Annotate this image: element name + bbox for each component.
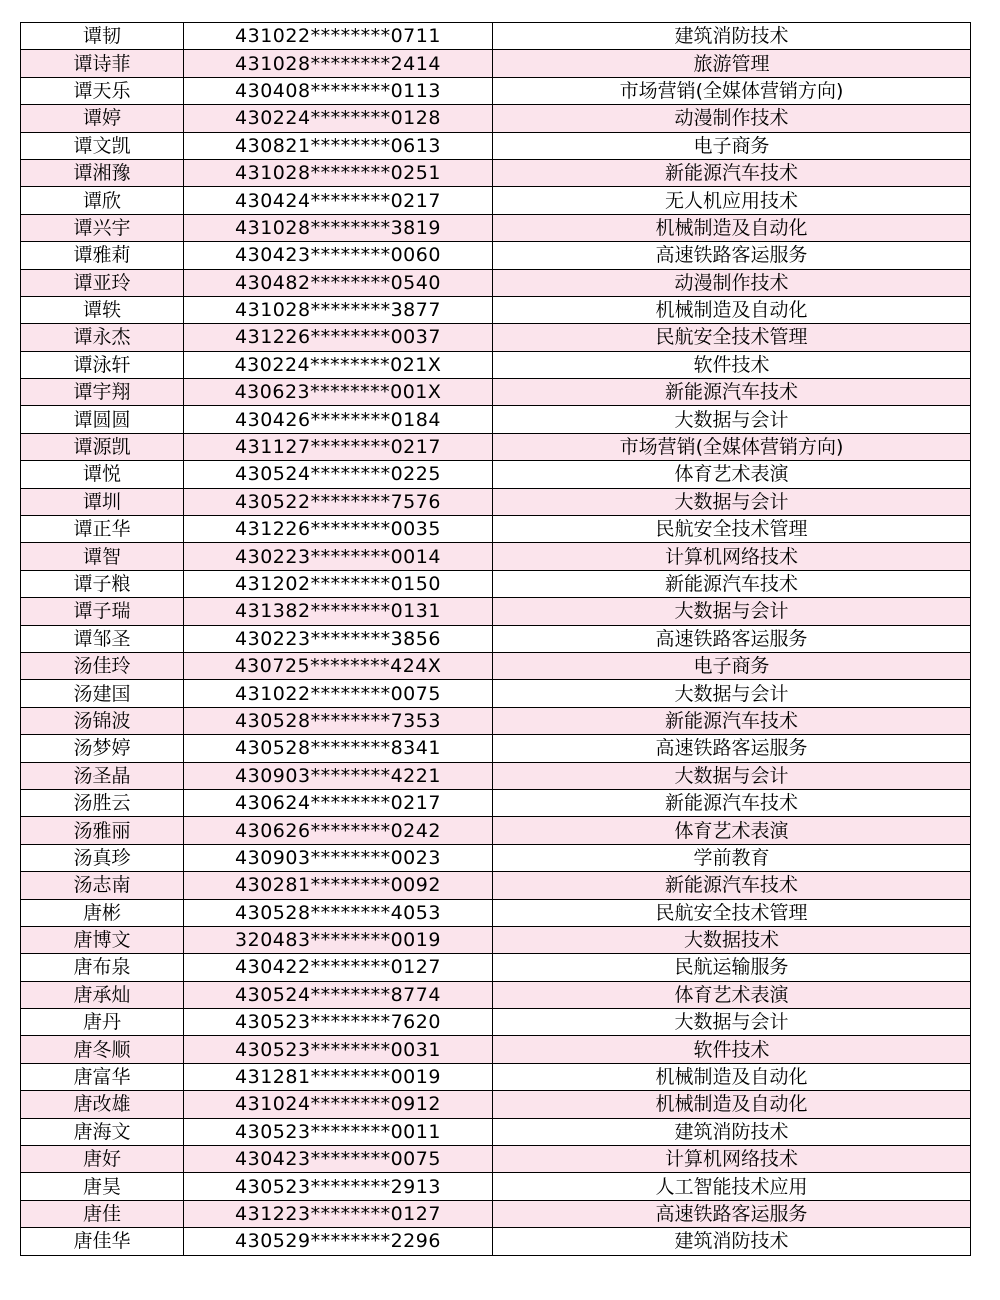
table-row bbox=[21, 1036, 971, 1063]
major-cell: 大数据与会计 bbox=[493, 406, 971, 433]
id-number-cell: 431223********0127 bbox=[184, 1200, 493, 1227]
student-name-cell: 汤胜云 bbox=[21, 789, 184, 816]
major-cell: 民航安全技术管理 bbox=[493, 899, 971, 926]
major-cell: 电子商务 bbox=[493, 132, 971, 159]
id-number-cell: 430523********2913 bbox=[184, 1173, 493, 1200]
student-name-cell: 谭子粮 bbox=[21, 570, 184, 597]
major-cell: 新能源汽车技术 bbox=[493, 872, 971, 899]
student-name-cell: 汤梦婷 bbox=[21, 735, 184, 762]
major-cell: 建筑消防技术 bbox=[493, 1228, 971, 1255]
table-row bbox=[21, 132, 971, 159]
table-row bbox=[21, 516, 971, 543]
major-cell: 软件技术 bbox=[493, 1036, 971, 1063]
table-row bbox=[21, 242, 971, 269]
id-number-cell: 430482********0540 bbox=[184, 269, 493, 296]
major-cell: 大数据技术 bbox=[493, 926, 971, 953]
id-number-cell: 430223********3856 bbox=[184, 625, 493, 652]
table-row bbox=[21, 269, 971, 296]
id-number-cell: 320483********0019 bbox=[184, 926, 493, 953]
major-cell: 高速铁路客运服务 bbox=[493, 1200, 971, 1227]
major-cell: 大数据与会计 bbox=[493, 680, 971, 707]
student-name-cell: 汤锦波 bbox=[21, 707, 184, 734]
student-name-cell: 汤志南 bbox=[21, 872, 184, 899]
student-name-cell: 谭圳 bbox=[21, 488, 184, 515]
student-name-cell: 汤建国 bbox=[21, 680, 184, 707]
id-number-cell: 431028********3819 bbox=[184, 214, 493, 241]
major-cell: 体育艺术表演 bbox=[493, 461, 971, 488]
student-name-cell: 汤雅丽 bbox=[21, 817, 184, 844]
major-cell: 市场营销(全媒体营销方向) bbox=[493, 433, 971, 460]
student-name-cell: 唐佳华 bbox=[21, 1228, 184, 1255]
student-name-cell: 谭天乐 bbox=[21, 77, 184, 104]
major-cell: 无人机应用技术 bbox=[493, 187, 971, 214]
major-cell: 大数据与会计 bbox=[493, 598, 971, 625]
student-name-cell: 谭子瑞 bbox=[21, 598, 184, 625]
student-name-cell: 谭源凯 bbox=[21, 433, 184, 460]
major-cell: 新能源汽车技术 bbox=[493, 159, 971, 186]
major-cell: 人工智能技术应用 bbox=[493, 1173, 971, 1200]
student-name-cell: 汤圣晶 bbox=[21, 762, 184, 789]
major-cell: 新能源汽车技术 bbox=[493, 707, 971, 734]
student-name-cell: 谭悦 bbox=[21, 461, 184, 488]
student-name-cell: 唐丹 bbox=[21, 1009, 184, 1036]
id-number-cell: 430281********0092 bbox=[184, 872, 493, 899]
student-name-cell: 谭圆圆 bbox=[21, 406, 184, 433]
table-row bbox=[21, 981, 971, 1008]
id-number-cell: 430821********0613 bbox=[184, 132, 493, 159]
id-number-cell: 431382********0131 bbox=[184, 598, 493, 625]
major-cell: 新能源汽车技术 bbox=[493, 379, 971, 406]
table-row bbox=[21, 296, 971, 323]
id-number-cell: 430725********424X bbox=[184, 652, 493, 679]
table-row bbox=[21, 488, 971, 515]
major-cell: 体育艺术表演 bbox=[493, 981, 971, 1008]
id-number-cell: 431127********0217 bbox=[184, 433, 493, 460]
student-name-cell: 谭邹圣 bbox=[21, 625, 184, 652]
id-number-cell: 431202********0150 bbox=[184, 570, 493, 597]
table-row bbox=[21, 899, 971, 926]
id-number-cell: 430522********7576 bbox=[184, 488, 493, 515]
student-name-cell: 谭湘豫 bbox=[21, 159, 184, 186]
table-row bbox=[21, 680, 971, 707]
id-number-cell: 430523********0011 bbox=[184, 1118, 493, 1145]
id-number-cell: 431024********0912 bbox=[184, 1091, 493, 1118]
table-row bbox=[21, 105, 971, 132]
table-row bbox=[21, 406, 971, 433]
student-name-cell: 谭韧 bbox=[21, 23, 184, 50]
admission-list-table bbox=[20, 22, 971, 1256]
id-number-cell: 430528********4053 bbox=[184, 899, 493, 926]
id-number-cell: 430903********4221 bbox=[184, 762, 493, 789]
student-name-cell: 谭正华 bbox=[21, 516, 184, 543]
student-name-cell: 唐海文 bbox=[21, 1118, 184, 1145]
table-row bbox=[21, 379, 971, 406]
id-number-cell: 431281********0019 bbox=[184, 1063, 493, 1090]
id-number-cell: 430423********0060 bbox=[184, 242, 493, 269]
major-cell: 体育艺术表演 bbox=[493, 817, 971, 844]
id-number-cell: 430529********2296 bbox=[184, 1228, 493, 1255]
id-number-cell: 430903********0023 bbox=[184, 844, 493, 871]
student-name-cell: 汤真珍 bbox=[21, 844, 184, 871]
id-number-cell: 430424********0217 bbox=[184, 187, 493, 214]
table-row bbox=[21, 652, 971, 679]
student-name-cell: 汤佳玲 bbox=[21, 652, 184, 679]
table-row bbox=[21, 1063, 971, 1090]
id-number-cell: 430224********0128 bbox=[184, 105, 493, 132]
table-row bbox=[21, 844, 971, 871]
id-number-cell: 430523********7620 bbox=[184, 1009, 493, 1036]
id-number-cell: 430524********8774 bbox=[184, 981, 493, 1008]
id-number-cell: 430223********0014 bbox=[184, 543, 493, 570]
table-row bbox=[21, 954, 971, 981]
student-name-cell: 谭智 bbox=[21, 543, 184, 570]
table-row bbox=[21, 351, 971, 378]
major-cell: 旅游管理 bbox=[493, 50, 971, 77]
major-cell: 电子商务 bbox=[493, 652, 971, 679]
table-body bbox=[21, 23, 971, 1256]
student-name-cell: 谭宇翔 bbox=[21, 379, 184, 406]
major-cell: 民航安全技术管理 bbox=[493, 516, 971, 543]
major-cell: 市场营销(全媒体营销方向) bbox=[493, 77, 971, 104]
table-row bbox=[21, 1118, 971, 1145]
table-row bbox=[21, 926, 971, 953]
table-row bbox=[21, 1091, 971, 1118]
major-cell: 学前教育 bbox=[493, 844, 971, 871]
table-row bbox=[21, 433, 971, 460]
table-row bbox=[21, 872, 971, 899]
major-cell: 机械制造及自动化 bbox=[493, 1091, 971, 1118]
table-row bbox=[21, 324, 971, 351]
student-name-cell: 唐彬 bbox=[21, 899, 184, 926]
student-name-cell: 谭雅莉 bbox=[21, 242, 184, 269]
student-name-cell: 谭诗菲 bbox=[21, 50, 184, 77]
table-row bbox=[21, 1200, 971, 1227]
id-number-cell: 430426********0184 bbox=[184, 406, 493, 433]
student-name-cell: 谭永杰 bbox=[21, 324, 184, 351]
student-name-cell: 谭欣 bbox=[21, 187, 184, 214]
major-cell: 计算机网络技术 bbox=[493, 543, 971, 570]
student-name-cell: 唐改雄 bbox=[21, 1091, 184, 1118]
table-row bbox=[21, 1228, 971, 1255]
student-name-cell: 谭轶 bbox=[21, 296, 184, 323]
major-cell: 建筑消防技术 bbox=[493, 23, 971, 50]
table-row bbox=[21, 543, 971, 570]
student-name-cell: 谭亚玲 bbox=[21, 269, 184, 296]
student-name-cell: 唐博文 bbox=[21, 926, 184, 953]
student-name-cell: 唐冬顺 bbox=[21, 1036, 184, 1063]
id-number-cell: 430623********001X bbox=[184, 379, 493, 406]
table-row bbox=[21, 817, 971, 844]
id-number-cell: 431226********0037 bbox=[184, 324, 493, 351]
student-name-cell: 谭泳轩 bbox=[21, 351, 184, 378]
major-cell: 软件技术 bbox=[493, 351, 971, 378]
id-number-cell: 431226********0035 bbox=[184, 516, 493, 543]
table-row bbox=[21, 570, 971, 597]
id-number-cell: 430224********021X bbox=[184, 351, 493, 378]
table-row bbox=[21, 77, 971, 104]
table-row bbox=[21, 23, 971, 50]
student-name-cell: 谭兴宇 bbox=[21, 214, 184, 241]
id-number-cell: 430528********8341 bbox=[184, 735, 493, 762]
table-row bbox=[21, 214, 971, 241]
student-name-cell: 谭婷 bbox=[21, 105, 184, 132]
id-number-cell: 431028********0251 bbox=[184, 159, 493, 186]
id-number-cell: 431028********2414 bbox=[184, 50, 493, 77]
id-number-cell: 431028********3877 bbox=[184, 296, 493, 323]
major-cell: 大数据与会计 bbox=[493, 762, 971, 789]
id-number-cell: 430523********0031 bbox=[184, 1036, 493, 1063]
major-cell: 新能源汽车技术 bbox=[493, 570, 971, 597]
table-row bbox=[21, 1009, 971, 1036]
id-number-cell: 430408********0113 bbox=[184, 77, 493, 104]
id-number-cell: 430422********0127 bbox=[184, 954, 493, 981]
major-cell: 高速铁路客运服务 bbox=[493, 242, 971, 269]
major-cell: 动漫制作技术 bbox=[493, 269, 971, 296]
id-number-cell: 430423********0075 bbox=[184, 1146, 493, 1173]
id-number-cell: 431022********0711 bbox=[184, 23, 493, 50]
table-row bbox=[21, 461, 971, 488]
table-row bbox=[21, 735, 971, 762]
student-name-cell: 唐承灿 bbox=[21, 981, 184, 1008]
table-row bbox=[21, 598, 971, 625]
student-name-cell: 谭文凯 bbox=[21, 132, 184, 159]
major-cell: 民航运输服务 bbox=[493, 954, 971, 981]
table-row bbox=[21, 1146, 971, 1173]
table-row bbox=[21, 50, 971, 77]
table-row bbox=[21, 187, 971, 214]
table-row bbox=[21, 159, 971, 186]
student-name-cell: 唐富华 bbox=[21, 1063, 184, 1090]
id-number-cell: 431022********0075 bbox=[184, 680, 493, 707]
major-cell: 动漫制作技术 bbox=[493, 105, 971, 132]
major-cell: 大数据与会计 bbox=[493, 488, 971, 515]
table-row bbox=[21, 1173, 971, 1200]
major-cell: 高速铁路客运服务 bbox=[493, 625, 971, 652]
table-row bbox=[21, 789, 971, 816]
id-number-cell: 430624********0217 bbox=[184, 789, 493, 816]
major-cell: 大数据与会计 bbox=[493, 1009, 971, 1036]
student-name-cell: 唐好 bbox=[21, 1146, 184, 1173]
major-cell: 机械制造及自动化 bbox=[493, 296, 971, 323]
major-cell: 机械制造及自动化 bbox=[493, 214, 971, 241]
id-number-cell: 430524********0225 bbox=[184, 461, 493, 488]
major-cell: 新能源汽车技术 bbox=[493, 789, 971, 816]
major-cell: 建筑消防技术 bbox=[493, 1118, 971, 1145]
student-name-cell: 唐昊 bbox=[21, 1173, 184, 1200]
student-name-cell: 唐佳 bbox=[21, 1200, 184, 1227]
major-cell: 计算机网络技术 bbox=[493, 1146, 971, 1173]
table-row bbox=[21, 625, 971, 652]
major-cell: 高速铁路客运服务 bbox=[493, 735, 971, 762]
major-cell: 民航安全技术管理 bbox=[493, 324, 971, 351]
id-number-cell: 430626********0242 bbox=[184, 817, 493, 844]
id-number-cell: 430528********7353 bbox=[184, 707, 493, 734]
major-cell: 机械制造及自动化 bbox=[493, 1063, 971, 1090]
table-row bbox=[21, 707, 971, 734]
table-row bbox=[21, 762, 971, 789]
student-name-cell: 唐布泉 bbox=[21, 954, 184, 981]
